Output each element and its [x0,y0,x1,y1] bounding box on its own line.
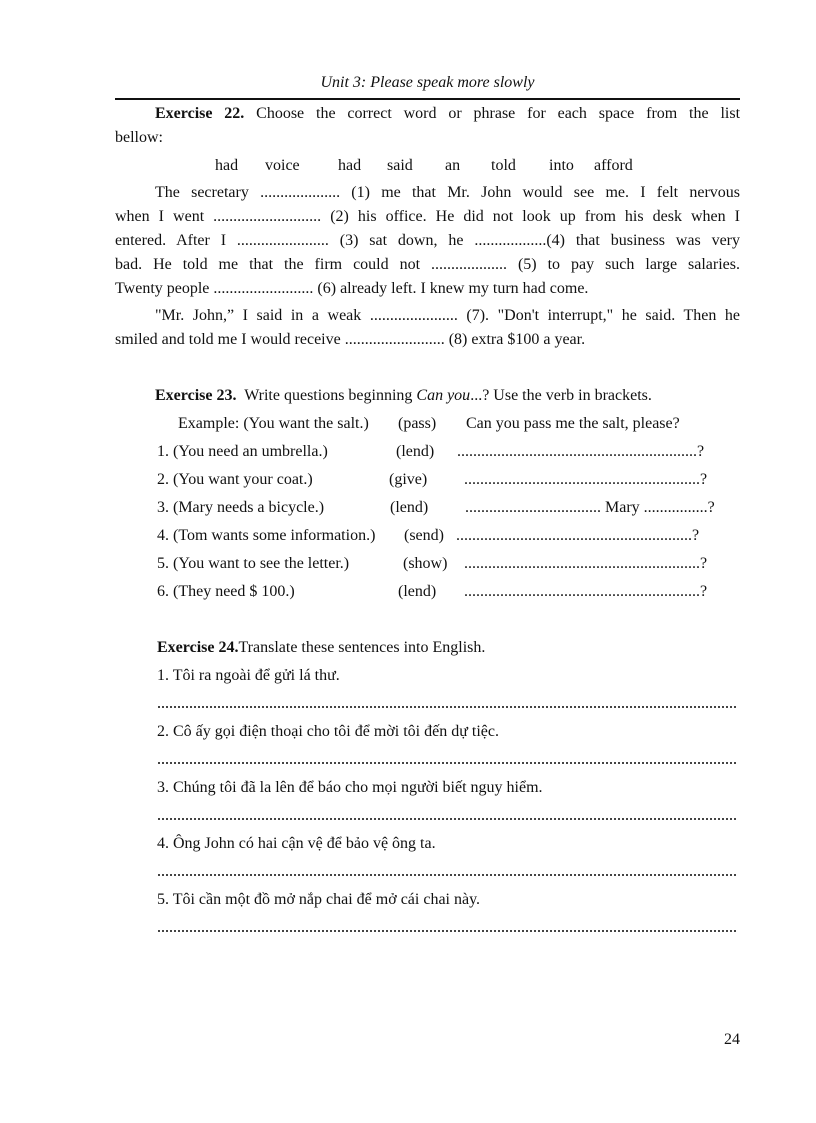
item-answer-blank[interactable]: ...........................................................? [456,527,700,544]
translation-sentence: 4. Ông John có hai cận vệ để bảo vệ ông ta. [157,835,436,852]
answer-line[interactable] [158,930,736,932]
item-answer-blank[interactable]: ...........................................................? [464,471,708,488]
word-list-item: afford [594,157,633,174]
exercise-22-paragraph-2 [115,304,740,352]
word-list-item: told [491,157,516,174]
item-verb: (lend) [398,583,437,600]
exercise-22-instruction [115,102,740,150]
exercise-23-instruction-pre: Write questions beginning [244,387,413,404]
translation-sentence: 3. Chúng tôi đã la lên để báo cho mọi người biết nguy hiểm. [157,779,543,796]
exercise-24-instruction-text: Translate these sentences into English. [238,639,486,656]
item-verb: (send) [404,527,444,544]
word-list-item: had [215,157,239,174]
paragraph-line: "Mr. John,” I said in a weak ...................... (7). "Don't interrupt," he said. Then he [155,307,740,324]
exercise-24-title: Exercise 24. [157,639,239,656]
translation-sentence: 1. Tôi ra ngoài để gửi lá thư. [157,667,340,684]
exercise-23-instruction [115,384,740,408]
header-rule [115,98,740,100]
word-list-item: into [549,157,574,174]
item-verb: (show) [403,555,448,572]
paragraph-line: smiled and told me I would receive ......................... (8) extra $100 a year. [115,331,586,348]
item-prompt: 4. (Tom wants some information.) [157,527,376,544]
item-prompt: 3. (Mary needs a bicycle.) [157,499,325,516]
answer-line[interactable] [158,706,736,708]
item-verb: (lend) [390,499,429,516]
running-header: Unit 3: Please speak more slowly [320,74,535,91]
item-verb: (give) [389,471,428,488]
answer-line[interactable] [158,762,736,764]
item-verb: (lend) [396,443,435,460]
exercise-22-instruction-line2: bellow: [115,129,163,146]
exercise-22-instruction-line1: Choose the correct word or phrase for each space from the list [256,105,741,122]
answer-line[interactable] [158,818,736,820]
paragraph-line: The secretary .................... (1) me that Mr. John would see me. I felt nervous [155,184,740,201]
exercise-22-paragraph-1 [115,181,740,301]
example-answer: Can you pass me the salt, please? [466,415,680,432]
word-list-item: an [445,157,461,174]
translation-sentence: 2. Cô ấy gọi điện thoại cho tôi để mời tôi đến dự tiệc. [157,723,499,740]
item-prompt: 5. (You want to see the letter.) [157,555,350,572]
exercise-22-title: Exercise 22. [155,105,245,122]
word-list-item: voice [265,157,300,174]
item-prompt: 6. (They need $ 100.) [157,583,295,600]
page-number: 24 [724,1031,740,1048]
paragraph-line: bad. He told me that the firm could not ................... (5) to pay such large salaries. [115,256,740,273]
item-answer-blank[interactable]: ...........................................................? [464,583,708,600]
exercise-23-instruction-post: ...? Use the verb in brackets. [470,387,652,404]
paragraph-line: when I went ........................... (2) his office. He did not look up from his desk when I [115,208,740,225]
translation-sentence: 5. Tôi cần một đồ mở nắp chai để mở cái chai này. [157,891,481,908]
word-list-item: said [387,157,413,174]
exercise-23-title: Exercise 23. [155,387,237,404]
paragraph-line: entered. After I ....................... (3) sat down, he ..................(4) that business was very [115,232,740,249]
example-verb: (pass) [398,415,437,432]
item-answer-blank[interactable]: .................................. Mary ................? [465,499,715,516]
exercise-23-instruction-em: Can you [416,387,471,404]
item-answer-blank[interactable]: ............................................................? [457,443,705,460]
word-list-item: had [338,157,362,174]
paragraph-line: Twenty people ......................... (6) already left. I knew my turn had come. [115,280,589,297]
item-prompt: 2. (You want your coat.) [157,471,313,488]
item-prompt: 1. (You need an umbrella.) [157,443,328,460]
answer-line[interactable] [158,874,736,876]
item-answer-blank[interactable]: ...........................................................? [464,555,708,572]
example-prompt: Example: (You want the salt.) [178,415,369,432]
